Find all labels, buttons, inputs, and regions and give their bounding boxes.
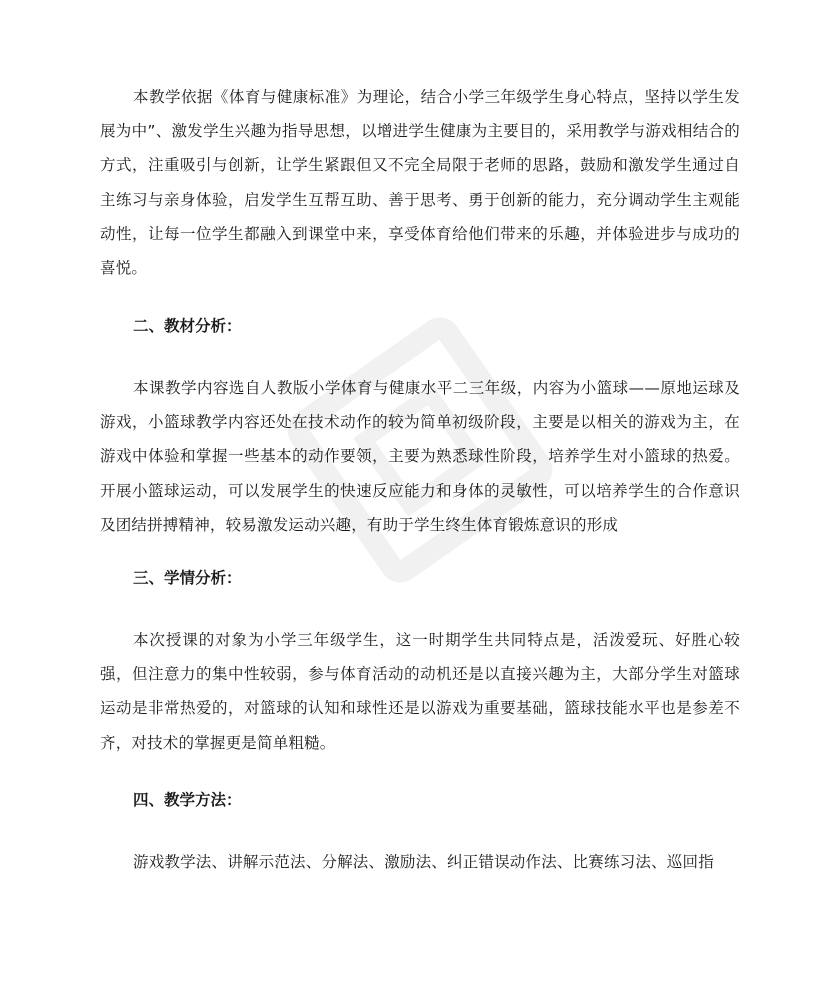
section-heading-student-analysis: 三、学情分析：	[133, 569, 242, 587]
intro-paragraph: 本教学依据《体育与健康标准》为理论，结合小学三年级学生身心特点，坚持以学生发展为中”、激发学生兴趣为指导思想，以增进学生健康为主要目的，采用教学与游戏相结合的方式，注重吸引与创新，让学生紧跟但又不完全局限于老师的思路，鼓励和激发学生通过自主练习与亲身体验，启发学生互帮互助、善于思考、勇于创新的能力，充分调动学生主观能动性，让每一位学生都融入到课堂中来，享受体育给他们带来的乐趣，并体验进步与成功的喜悦。	[100, 88, 740, 278]
section-heading-material-analysis: 二、教材分析：	[133, 317, 242, 335]
section-heading-teaching-methods: 四、教学方法：	[133, 791, 242, 809]
section-body-student-analysis: 本次授课的对象为小学三年级学生，这一时期学生共同特点是，活泼爱玩、好胜心较强，但注意力的集中性较弱，参与体育活动的动机还是以直接兴趣为主，大部分学生对篮球运动是非常热爱的，对篮球的认知和球性还是以游戏为重要基础，篮球技能水平也是参差不齐，对技术的掌握更是简单粗糙。	[100, 631, 740, 752]
section-body-material-analysis: 本课教学内容选自人教版小学体育与健康水平二三年级，内容为小篮球——原地运球及游戏，小篮球教学内容还处在技术动作的较为简单初级阶段，主要是以相关的游戏为主，在游戏中体验和掌握一些基本的动作要领，主要为熟悉球性阶段，培养学生对小篮球的热爱。开展小篮球运动，可以发展学生的快速反应能力和身体的灵敏性，可以培养学生的合作意识及团结拼搏精神，较易激发运动兴趣，有助于学生终生体育锻炼意识的形成	[100, 379, 740, 534]
section-body-teaching-methods: 游戏教学法、讲解示范法、分解法、激励法、纠正错误动作法、比赛练习法、巡回指	[133, 853, 714, 871]
